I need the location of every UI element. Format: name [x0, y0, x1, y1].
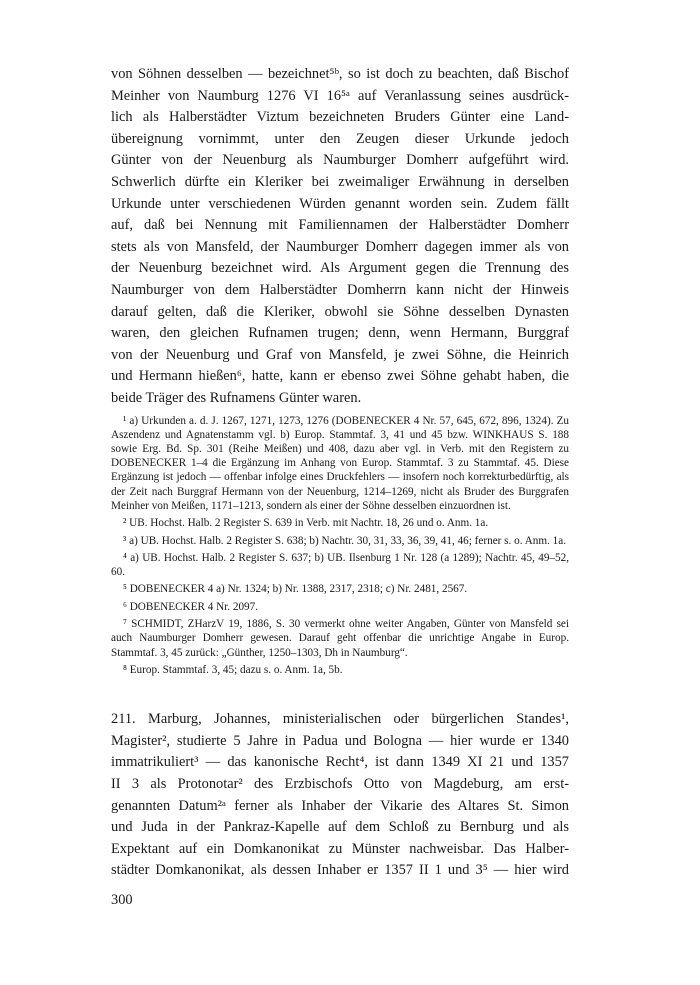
text-line: städter Domkanonikat, als dessen Inhaber er 1357 II 1 und 3⁵ — hier wird — [111, 862, 569, 879]
text-line: von Söhnen desselben — bezeichnet⁵ᵇ, so ist doch zu beachten, daß Bischof — [111, 66, 569, 82]
text-line: von der Neuenburg und Graf von Mansfeld, je zwei Söhne, die Heinrich — [111, 346, 569, 363]
text-line: Schwerlich dürfte ein Kleriker bei zweimaliger Erwähnung in derselben — [111, 173, 569, 190]
text-line: auf, daß bei Nennung mit Familiennamen der Halberstädter Domherr — [111, 217, 569, 234]
text-line: Magister², studierte 5 Jahre in Padua und Bologna — hier wurde er 1340 — [111, 732, 569, 749]
text-line: darauf gelten, daß die Kleriker, obwohl sie Söhne desselben Dynasten — [111, 303, 569, 320]
main-paragraph — [111, 64, 569, 410]
text-line: übereignung vornimmt, unter den Zeugen dieser Urkunde jedoch — [111, 130, 569, 147]
footnote: ⁸ Europ. Stammtaf. 3, 45; dazu s. o. Anm. 1a, 5b. — [123, 664, 343, 677]
text-line: Günter von der Neuenburg als Naumburger Domherr aufgeführt wird. — [111, 152, 569, 169]
footnote: ⁴ a) UB. Hochst. Halb. 2 Register S. 637; b) UB. Ilsenburg 1 Nr. 128 (a 1289); Nachtr. 45, 49–52, 60. — [111, 551, 569, 579]
footnote: ² UB. Hochst. Halb. 2 Register S. 639 in Verb. mit Nachtr. 18, 26 und o. Anm. 1a. — [123, 517, 489, 530]
text-line: lich als Halberstädter Viztum bezeichneten Bruders Günter eine Land- — [111, 109, 569, 126]
text-line: und Hermann hießen⁶, hatte, kann er ebenso zwei Söhne gehabt haben, die — [111, 368, 569, 385]
entry-211 — [111, 709, 569, 882]
page-body — [111, 64, 569, 882]
text-line: Expektant auf ein Domkanonikat zu Münster nachweisbar. Das Halber- — [111, 840, 569, 857]
footnotes — [111, 414, 569, 678]
footnote: ⁵ DOBENECKER 4 a) Nr. 1324; b) Nr. 1388, 2317, 2318; c) Nr. 2481, 2567. — [123, 583, 468, 596]
text-line: genannten Datum²ᵃ ferner als Inhaber der Vikarie des Altares St. Simon — [111, 797, 569, 814]
footnote: ⁶ DOBENECKER 4 Nr. 2097. — [123, 600, 259, 613]
text-line: Meinher von Naumburg 1276 VI 16⁵ᵃ auf Veranlassung seines ausdrück- — [111, 87, 569, 104]
footnote: ¹ a) Urkunden a. d. J. 1267, 1271, 1273, 1276 (DOBENECKER 4 Nr. 57, 645, 672, 896, 1324). Zu Aszendenz und Agnatenstamm vgl. b) Europ. Stammtaf. 3, 41 und 45 bzw. WINKHAUS S. 188 sowie Erg. Bd. Sp. 301 (Reihe Meißen) und 408, dazu aber vgl. in Verb. mit den Registern zu DOBENECKER 1–4 die Ergänzung im Anhang von Europ. Stammtaf. 3 zu Stammtaf. 45. Diese Ergänzung ist jedoch — offenbar infolge eines Druckfehlers — insofern noch korrekturbedürftig, als der Zeit nach Burggraf Hermann von der Neuenburg, 1214–1269, nicht als Bruder des Burggrafen Meinher von Meißen, 1171–1213, sondern als einer der Söhne desselben einzuordnen ist. — [111, 414, 569, 512]
text-line: immatrikuliert³ — das kanonische Recht⁴, ist dann 1349 XI 21 und 1357 — [111, 754, 569, 771]
text-line: beide Träger des Rufnamens Günter waren. — [111, 389, 362, 406]
footnote: ⁷ SCHMIDT, ZHarzV 19, 1886, S. 30 vermerkt ohne weiter Angaben, Günter von Mansfeld sei auch Naumburger Domherr gewesen. Darauf geht offenbar die unrichtige Angabe in Europ. Stammtaf. 3, 45 zurück: „Günther, 1250–1303, Dh in Naumburg“. — [111, 618, 569, 659]
text-line: Urkunde unter verschiedenen Würden genannt worden sein. Zudem fällt — [111, 195, 569, 212]
text-line: stets als von Mansfeld, der Naumburger Domherr dagegen immer als von — [111, 238, 569, 255]
text-line: der Neuenburg bezeichnet wird. Als Argument gegen die Trennung des — [111, 260, 569, 277]
text-line: 211. Marburg, Johannes, ministerialischen oder bürgerlichen Standes¹, — [111, 711, 569, 728]
text-line: Naumburger von dem Halberstädter Domherrn kann nicht der Hinweis — [111, 281, 569, 298]
text-line: und Juda in der Pankraz-Kapelle auf dem Schloß zu Bernburg und als — [111, 819, 569, 836]
page-number: 300 — [111, 892, 133, 908]
text-line: waren, den gleichen Rufnamen trugen; denn, wenn Hermann, Burggraf — [111, 325, 569, 342]
text-line: II 3 als Protonotar² des Erzbischofs Otto von Magdeburg, am erst- — [111, 776, 569, 793]
footnote: ³ a) UB. Hochst. Halb. 2 Register S. 638; b) Nachtr. 30, 31, 33, 36, 39, 41, 46; ferner s. o. Anm. 1a. — [123, 534, 567, 547]
